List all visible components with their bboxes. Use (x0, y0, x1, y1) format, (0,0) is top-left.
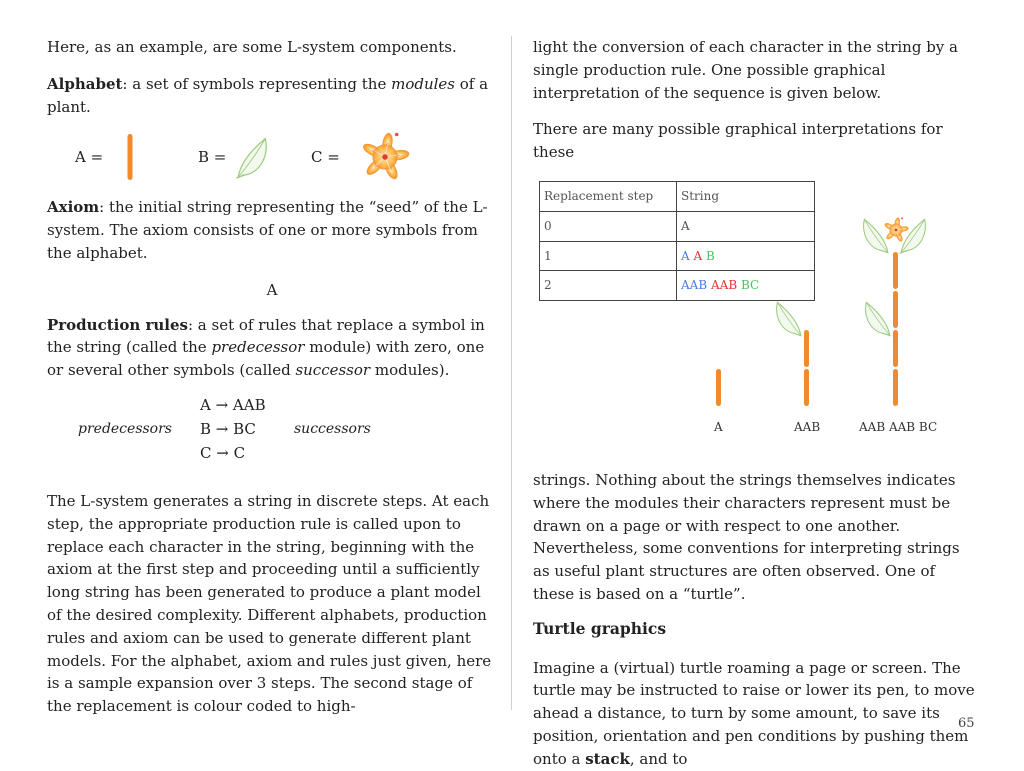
string-part: A (681, 248, 690, 263)
symbol-b-label: B = (198, 148, 227, 167)
flower-icon (884, 217, 909, 242)
stem-segment-icon (127, 134, 133, 180)
rule-a: A → AAB (200, 395, 266, 414)
leaf-icon (864, 219, 888, 252)
step-cell: 1 (540, 241, 677, 271)
axiom-definition: Axiom: the initial string representing the “seed” of the L-system. The axiom consists of one or more symbols from the alphabet. (47, 198, 488, 262)
leaf-icon (777, 302, 801, 335)
figure-label-step1: AAB (794, 419, 821, 434)
figure-label-step2: AAB AAB BC (859, 419, 938, 434)
predecessors-label: predecessors (78, 420, 172, 437)
string-part: BC (740, 278, 760, 293)
step-cell: 0 (540, 211, 677, 241)
header-step: Replacement step (540, 181, 677, 211)
rule-b: B → BC (200, 419, 256, 438)
leaf-icon (866, 302, 890, 335)
stem-segment (804, 330, 809, 367)
left-column (47, 36, 497, 718)
flower-icon (358, 130, 412, 184)
step-cell: 2 (540, 271, 677, 301)
string-part: AAB (681, 278, 708, 293)
stem-segment (893, 252, 898, 289)
turtle-paragraph: Imagine a (virtual) turtle roaming a page or screen. The turtle may be instructed to raise or lower its pen, to move ahead a distance, to turn by some amount, to save its position, orientation and pen conditions by pushing them onto a stack, and to (533, 658, 975, 768)
string-part: A (681, 218, 690, 233)
interpretations-paragraph: There are many possible graphical interpretations for these (533, 120, 943, 162)
production-rules-definition: Production rules: a set of rules that replace a symbol in the string (called the predecessor module) with zero, one or several other symbols (called successor modules). (47, 315, 485, 380)
continuation-paragraph: light the conversion of each character in the string by a single production rule. One possible graphical interpretation of the sequence is given below. (533, 38, 958, 102)
alphabet-definition: Alphabet: a set of symbols representing the modules of a plant. (47, 74, 489, 116)
expansion-figure (533, 164, 978, 469)
alphabet-symbols (47, 128, 497, 188)
stem-segment (893, 291, 898, 328)
production-rules-list (47, 394, 497, 468)
axiom-term: Axiom (47, 198, 100, 217)
stem-segment (804, 369, 809, 406)
leaf-icon (235, 136, 271, 180)
page-number: 65 (958, 716, 975, 731)
stem-segment (893, 330, 898, 367)
leaf-icon (900, 219, 926, 253)
string-part: B (706, 248, 715, 263)
production-rules-term: Production rules (47, 315, 188, 334)
alphabet-term: Alphabet (47, 74, 123, 93)
string-part: A (693, 248, 703, 263)
stem-segment (893, 369, 898, 406)
symbol-a-label: A = (75, 148, 104, 167)
section-heading-turtle-graphics: Turtle graphics (533, 618, 667, 638)
intro-paragraph: Here, as an example, are some L-system components. (47, 38, 457, 56)
stack-term: stack (585, 749, 630, 768)
successors-label: successors (294, 420, 371, 437)
right-column (533, 36, 978, 771)
figure-label-step0: A (714, 419, 723, 434)
symbol-c-label: C = (311, 148, 340, 167)
column-divider (511, 36, 512, 710)
generation-paragraph: The L-system generates a string in discrete steps. At each step, the appropriate production rule is called upon to replace each character in the string, beginning with the axiom at the first step and proceeding until a sufficiently long string has been generated to produce a plant model of the desired complexity. Different alphabets, production rules and axiom can be used to generate different plant models. For the alphabet, axiom and rules just given, here is a sample expansion over 3 steps. The second stage of the replacement is colour coded to high- (47, 491, 492, 716)
turtle-intro-paragraph: strings. Nothing about the strings themselves indicates where the modules their characters represent must be drawn on a page or with respect to one another. Nevertheless, some conventions for interpreting strings as useful plant structures are often observed. One of these is based on a “turtle”. (533, 470, 960, 603)
header-string: String (677, 181, 815, 211)
axiom-value: A (266, 280, 278, 299)
rule-c: C → C (200, 443, 246, 462)
stem-segment (716, 369, 721, 406)
string-part: AAB (710, 278, 738, 293)
